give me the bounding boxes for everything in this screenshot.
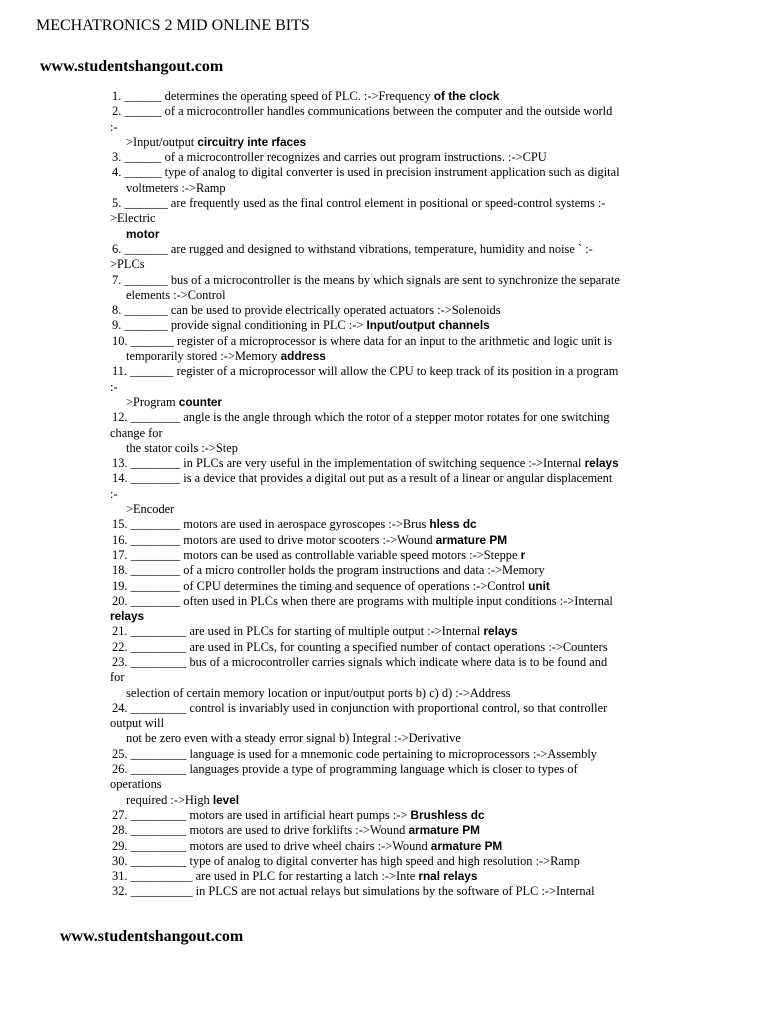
question-item bbox=[112, 839, 657, 854]
question-item bbox=[112, 104, 657, 150]
question-item bbox=[112, 410, 657, 456]
question-item bbox=[112, 747, 657, 762]
question-text: 27. _________ motors are used in artificial heart pumps :-> bbox=[112, 807, 411, 822]
answer-bold: armature PM bbox=[408, 823, 480, 838]
question-text: 5. _______ are frequently used as the final control element in positional or speed-control systems :- bbox=[112, 196, 606, 211]
question-item bbox=[112, 517, 657, 532]
question-text: 11. _______ register of a microprocessor will allow the CPU to keep track of its position in a program bbox=[112, 364, 619, 379]
website-link-bottom[interactable]: www.studentshangout.com bbox=[60, 928, 244, 945]
question-item bbox=[112, 884, 657, 899]
question-text: 8. _______ can be used to provide electrically operated actuators :->Solenoids bbox=[112, 303, 501, 318]
question-item bbox=[112, 655, 657, 701]
question-text: 2. ______ of a microcontroller handles communications between the computer and the outside world bbox=[112, 104, 613, 119]
question-line bbox=[112, 793, 657, 808]
question-line bbox=[112, 410, 657, 425]
question-item bbox=[112, 533, 657, 548]
question-item bbox=[112, 869, 657, 884]
question-line bbox=[112, 318, 657, 333]
question-item bbox=[112, 364, 657, 410]
question-item bbox=[112, 150, 657, 165]
question-line bbox=[112, 441, 657, 456]
question-text: 22. _________ are used in PLCs, for counting a specified number of contact operations :->Counters bbox=[112, 639, 608, 654]
question-line bbox=[112, 655, 657, 670]
answer-bold: Input/output channels bbox=[366, 318, 490, 333]
question-text: 19. ________ of CPU determines the timing and sequence of operations :->Control bbox=[112, 578, 529, 593]
question-text: 28. _________ motors are used to drive forklifts :->Wound bbox=[112, 823, 409, 838]
question-text: 17. ________ motors can be used as controllable variable speed motors :->Steppe bbox=[112, 547, 521, 562]
question-item bbox=[112, 579, 657, 594]
question-text: voltmeters :->Ramp bbox=[126, 180, 226, 195]
question-line bbox=[112, 227, 657, 242]
question-text: 12. ________ angle is the angle through which the rotor of a stepper motor rotates for one switching bbox=[112, 410, 610, 425]
question-line bbox=[112, 823, 657, 838]
question-text: 18. ________ of a micro controller holds the program instructions and data :->Memory bbox=[112, 563, 545, 578]
question-text: >Program bbox=[126, 394, 179, 409]
question-line bbox=[112, 89, 657, 104]
question-item bbox=[112, 563, 657, 578]
question-line bbox=[112, 839, 657, 854]
question-list bbox=[112, 89, 657, 900]
question-text: the stator coils :->Step bbox=[126, 440, 238, 455]
question-line bbox=[112, 762, 657, 777]
answer-bold: armature PM bbox=[430, 838, 503, 853]
answer-bold: relays bbox=[110, 609, 145, 624]
question-line bbox=[112, 579, 657, 594]
question-text: 13. ________ in PLCs are very useful in the implementation of switching sequence :->Internal bbox=[112, 456, 585, 471]
question-item bbox=[112, 318, 657, 333]
question-item bbox=[112, 456, 657, 471]
question-text: 3. ______ of a microcontroller recognizes and carries out program instructions. :->CPU bbox=[112, 150, 547, 165]
question-line bbox=[112, 349, 657, 364]
question-line bbox=[112, 104, 657, 119]
question-line bbox=[112, 563, 657, 578]
question-text: 26. _________ languages provide a type of programming language which is closer to types of bbox=[112, 762, 578, 777]
question-line bbox=[112, 364, 657, 379]
answer-bold: address bbox=[280, 349, 326, 364]
question-line bbox=[112, 165, 657, 180]
question-line bbox=[110, 716, 657, 731]
question-item bbox=[112, 273, 657, 304]
answer-bold: Brushless dc bbox=[410, 807, 485, 822]
question-line bbox=[112, 456, 657, 471]
question-line bbox=[112, 135, 657, 150]
question-item bbox=[112, 334, 657, 365]
question-text: >Input/output bbox=[126, 134, 198, 149]
question-item bbox=[112, 303, 657, 318]
question-line bbox=[112, 303, 657, 318]
question-text: 20. ________ often used in PLCs when there are programs with multiple input conditions :->Internal bbox=[112, 593, 613, 608]
question-text: 24. _________ control is invariably used in conjunction with proportional control, so that controller bbox=[112, 700, 608, 715]
question-text: temporarily stored :->Memory bbox=[126, 349, 281, 364]
answer-bold: hless dc bbox=[429, 517, 477, 532]
question-line bbox=[112, 701, 657, 716]
question-line bbox=[110, 487, 657, 502]
question-text: selection of certain memory location or input/output ports b) c) d) :->Address bbox=[126, 685, 511, 700]
question-text: :- bbox=[110, 486, 118, 501]
question-text: 31. __________ are used in PLC for restarting a latch :->Inte bbox=[112, 869, 419, 884]
question-text: 7. _______ bus of a microcontroller is the means by which signals are sent to synchronize the separate bbox=[112, 272, 620, 287]
question-line bbox=[112, 548, 657, 563]
question-line bbox=[112, 747, 657, 762]
question-line bbox=[112, 288, 657, 303]
question-line bbox=[112, 471, 657, 486]
question-line bbox=[112, 686, 657, 701]
question-line bbox=[112, 242, 657, 257]
question-line bbox=[112, 334, 657, 349]
question-text: for bbox=[110, 670, 125, 685]
answer-bold: unit bbox=[528, 578, 550, 593]
question-item bbox=[112, 196, 657, 242]
question-item bbox=[112, 640, 657, 655]
question-text: 23. _________ bus of a microcontroller carries signals which indicate where data is to be found and bbox=[112, 654, 608, 669]
answer-bold: r bbox=[520, 547, 526, 562]
question-text: 32. __________ in PLCS are not actual relays but simulations by the software of PLC :->Internal bbox=[112, 884, 595, 899]
question-item bbox=[112, 762, 657, 808]
question-text: elements :->Control bbox=[126, 287, 226, 302]
question-text: >PLCs bbox=[110, 257, 145, 272]
question-line bbox=[112, 808, 657, 823]
question-line bbox=[112, 624, 657, 639]
question-line bbox=[110, 380, 657, 395]
question-text: 30. _________ type of analog to digital converter has high speed and high resolution :->Ramp bbox=[112, 853, 580, 868]
question-line bbox=[112, 594, 657, 609]
question-line bbox=[110, 120, 657, 135]
question-line bbox=[110, 609, 657, 624]
answer-bold: motor bbox=[126, 226, 160, 241]
question-item bbox=[112, 594, 657, 625]
question-line bbox=[112, 854, 657, 869]
question-text: 10. _______ register of a microprocessor is where data for an input to the arithmetic and logic unit is bbox=[112, 333, 612, 348]
question-item bbox=[112, 701, 657, 747]
question-line bbox=[112, 502, 657, 517]
question-text: 16. ________ motors are used to drive motor scooters :->Wound bbox=[112, 532, 436, 547]
question-line bbox=[112, 517, 657, 532]
question-line bbox=[112, 273, 657, 288]
question-item bbox=[112, 548, 657, 563]
question-item bbox=[112, 854, 657, 869]
question-item bbox=[112, 242, 657, 273]
question-text: 6. _______ are rugged and designed to withstand vibrations, temperature, humidity and noise ` :- bbox=[112, 241, 593, 256]
question-text: 29. _________ motors are used to drive wheel chairs :->Wound bbox=[112, 838, 431, 853]
question-line bbox=[110, 670, 657, 685]
question-text: 21. _________ are used in PLCs for starting of multiple output :->Internal bbox=[112, 624, 484, 639]
question-line bbox=[112, 395, 657, 410]
question-text: 1. ______ determines the operating speed of PLC. :->Frequency bbox=[112, 89, 434, 103]
question-text: >Encoder bbox=[126, 502, 175, 517]
question-line bbox=[112, 181, 657, 196]
answer-bold: armature PM bbox=[435, 532, 508, 547]
question-line bbox=[112, 869, 657, 884]
question-line bbox=[110, 211, 657, 226]
question-text: 15. ________ motors are used in aerospace gyroscopes :->Brus bbox=[112, 517, 430, 532]
question-text: not be zero even with a steady error signal b) Integral :->Derivative bbox=[126, 731, 461, 746]
question-line bbox=[112, 884, 657, 899]
website-link-top[interactable]: www.studentshangout.com bbox=[40, 58, 224, 75]
question-line bbox=[110, 257, 657, 272]
question-item bbox=[112, 89, 657, 104]
question-line bbox=[110, 777, 657, 792]
answer-bold: relays bbox=[483, 624, 518, 639]
question-item bbox=[112, 808, 657, 823]
question-line bbox=[112, 196, 657, 211]
question-text: 4. ______ type of analog to digital converter is used in precision instrument application such as digital bbox=[112, 165, 620, 180]
question-text: >Electric bbox=[110, 211, 156, 226]
question-item bbox=[112, 471, 657, 517]
question-line bbox=[112, 150, 657, 165]
question-line bbox=[112, 731, 657, 746]
question-line bbox=[110, 426, 657, 441]
answer-bold: circuitry inte rfaces bbox=[197, 134, 307, 149]
question-item bbox=[112, 823, 657, 838]
answer-bold: relays bbox=[584, 456, 619, 471]
page-title: MECHATRONICS 2 MID ONLINE BITS bbox=[36, 17, 310, 34]
answer-bold: rnal relays bbox=[418, 869, 478, 884]
answer-bold: of the clock bbox=[433, 89, 500, 103]
question-line bbox=[112, 640, 657, 655]
question-text: 25. _________ language is used for a mnemonic code pertaining to microprocessors :->Assembly bbox=[112, 746, 597, 761]
question-text: output will bbox=[110, 716, 165, 731]
question-text: :- bbox=[110, 119, 118, 134]
question-item bbox=[112, 624, 657, 639]
question-text: 9. _______ provide signal conditioning in PLC :-> bbox=[112, 318, 367, 333]
question-text: change for bbox=[110, 425, 163, 440]
question-text: required :->High bbox=[126, 792, 213, 807]
answer-bold: level bbox=[212, 792, 240, 807]
question-line bbox=[112, 533, 657, 548]
question-text: operations bbox=[110, 777, 162, 792]
question-item bbox=[112, 165, 657, 196]
question-text: :- bbox=[110, 379, 118, 394]
question-text: 14. ________ is a device that provides a digital out put as a result of a linear or angular displacement bbox=[112, 471, 613, 486]
answer-bold: counter bbox=[178, 394, 223, 409]
